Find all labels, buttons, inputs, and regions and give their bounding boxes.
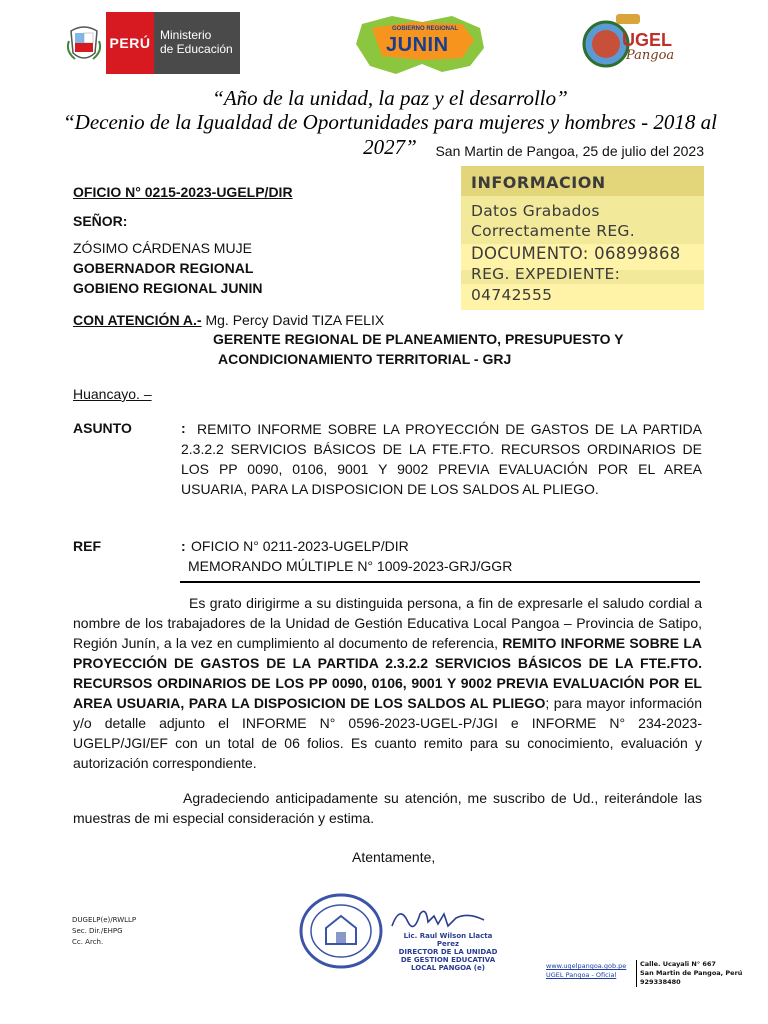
peru-minedu-logo (62, 12, 240, 74)
phone-number: 929338480 (640, 978, 681, 986)
ref-line-2: MEMORANDO MÚLTIPLE N° 1009-2023-GRJ/GGR (188, 558, 513, 574)
ref-label: REF (73, 538, 101, 554)
ref-code-2: Sec. Dir./EHPG (72, 927, 123, 935)
signatory-block (396, 932, 500, 972)
internal-references (72, 915, 136, 948)
address-block (636, 960, 742, 987)
official-seal-icon (298, 888, 384, 974)
city-line: Huancayo. – (73, 386, 152, 402)
address-line-2: San Martin de Pangoa, Perú (640, 969, 743, 977)
junin-label: JUNIN (386, 34, 449, 56)
peru-label: PERÚ (106, 12, 154, 74)
web-links (546, 962, 626, 980)
pangoa-label: Pangoa (626, 48, 675, 63)
junin-small-label: GOBIERNO REGIONAL (392, 26, 459, 32)
recipient-name: ZÓSIMO CÁRDENAS MUJE (73, 240, 252, 256)
ugel-label: UGEL (622, 30, 673, 50)
info-line-5: 04742555 (471, 286, 553, 304)
attention-role-1: GERENTE REGIONAL DE PLANEAMIENTO, PRESUPUESTO Y (213, 331, 624, 347)
body-intro: Es grato dirigirme a su distinguida persona, a fin de expresarle el saludo cordial a nombre de los trabajadores de la Unidad de Gestión Educativa Local Pangoa – Provincia de Satipo, Región Junín, a la vez en cumplimiento al documento de referencia, (73, 595, 702, 651)
recipient-role-1: GOBERNADOR REGIONAL (73, 260, 254, 276)
farewell: Atentamente, (352, 849, 436, 865)
ref-colon: : (181, 538, 186, 554)
ministry-line-2: de Educación (160, 42, 233, 56)
date-line: San Martin de Pangoa, 25 de julio del 2023 (435, 143, 704, 159)
attention-line (73, 312, 384, 328)
ministry-label (154, 12, 240, 74)
attention-role-2: ACONDICIONAMIENTO TERRITORIAL - GRJ (218, 351, 512, 367)
body-tail: ; para mayor información y/o detalle adjunto el INFORME N° 0596-2023-UGEL-P/JGI e INFORME N° 234-2023-UGELP/JGI/EF con un total de 06 folios. Es cuanto remito para su conocimiento, evaluación y autorización correspondiente. (73, 695, 702, 771)
info-line-3: DOCUMENTO: 06899868 (471, 244, 681, 263)
attention-name: Mg. Percy David TIZA FELIX (201, 312, 385, 328)
ministry-line-1: Ministerio (160, 28, 212, 42)
address-line-1: Calle. Ucayali N° 667 (640, 960, 716, 968)
motto-line-2: “Decenio de la Igualdad de Oportunidades para mujeres y hombres - 2018 al 2027” (62, 110, 718, 159)
asunto-label: ASUNTO (73, 420, 132, 436)
senor-label: SEÑOR: (73, 213, 128, 229)
attention-label: CON ATENCIÓN A.- (73, 312, 202, 328)
info-line-1: Datos Grabados (471, 202, 600, 220)
ref-divider (180, 581, 700, 583)
ugel-pangoa-logo (582, 8, 702, 78)
ref-code-3: Cc. Arch. (72, 938, 104, 946)
body-bold: REMITO INFORME SOBRE LA PROYECCIÓN DE GASTOS DE LA PARTIDA 2.3.2.2 SERVICIOS BÁSICOS DE LA FTE.FTO. RECURSOS ORDINARIOS DE LOS PP 0090, 0106, 9001 Y 9002 PREVIA EVALUACIÓN POR EL AREA USUARIA, PARA LA DISPOSICION DE LOS SALDOS AL PLIEGO (73, 635, 702, 711)
gobierno-regional-junin-logo (352, 14, 488, 76)
recipient-role-2: GOBIENO REGIONAL JUNIN (73, 280, 263, 296)
signatory-name: Lic. Raul Wilson Llacta Perez (403, 932, 493, 948)
info-line-4: REG. EXPEDIENTE: (471, 265, 621, 283)
website-link[interactable]: www.ugelpangoa.gob.pe (546, 962, 627, 970)
ref-code-1: DUGELP(e)/RWLLP (72, 916, 137, 924)
motto-line-1: “Año de la unidad, la paz y el desarrollo” (212, 86, 568, 110)
signatory-role: DIRECTOR DE LA UNIDAD DE GESTION EDUCATIVA LOCAL PANGOA (e) (398, 948, 498, 972)
asunto-text: REMITO INFORME SOBRE LA PROYECCIÓN DE GASTOS DE LA PARTIDA 2.3.2.2 SERVICIOS BÁSICOS DE LA FTE.FTO. RECURSOS ORDINARIOS DE LOS PP 0090, 0106, 9001 Y 9002 PREVIA EVALUACIÓN POR EL AREA USUARIA, PARA LA DISPOSICION DE LOS SALDOS AL PLIEGO. (181, 421, 702, 497)
coat-of-arms-icon (62, 12, 106, 74)
asunto-colon: : (181, 420, 186, 436)
oficio-number: OFICIO N° 0215-2023-UGELP/DIR (73, 184, 293, 200)
body-paragraph (73, 593, 702, 773)
info-line-2: Correctamente REG. (471, 222, 635, 240)
info-box-title: INFORMACION (471, 173, 606, 192)
closing-paragraph: Agradeciendo anticipadamente su atención, me suscribo de Ud., reiterándole las muestras de mi especial consideración y estima. (73, 790, 702, 826)
facebook-link[interactable]: UGEL Pangoa - Oficial (546, 971, 617, 979)
registration-info-box (461, 166, 704, 309)
ref-line-1: OFICIO N° 0211-2023-UGELP/DIR (191, 538, 409, 554)
